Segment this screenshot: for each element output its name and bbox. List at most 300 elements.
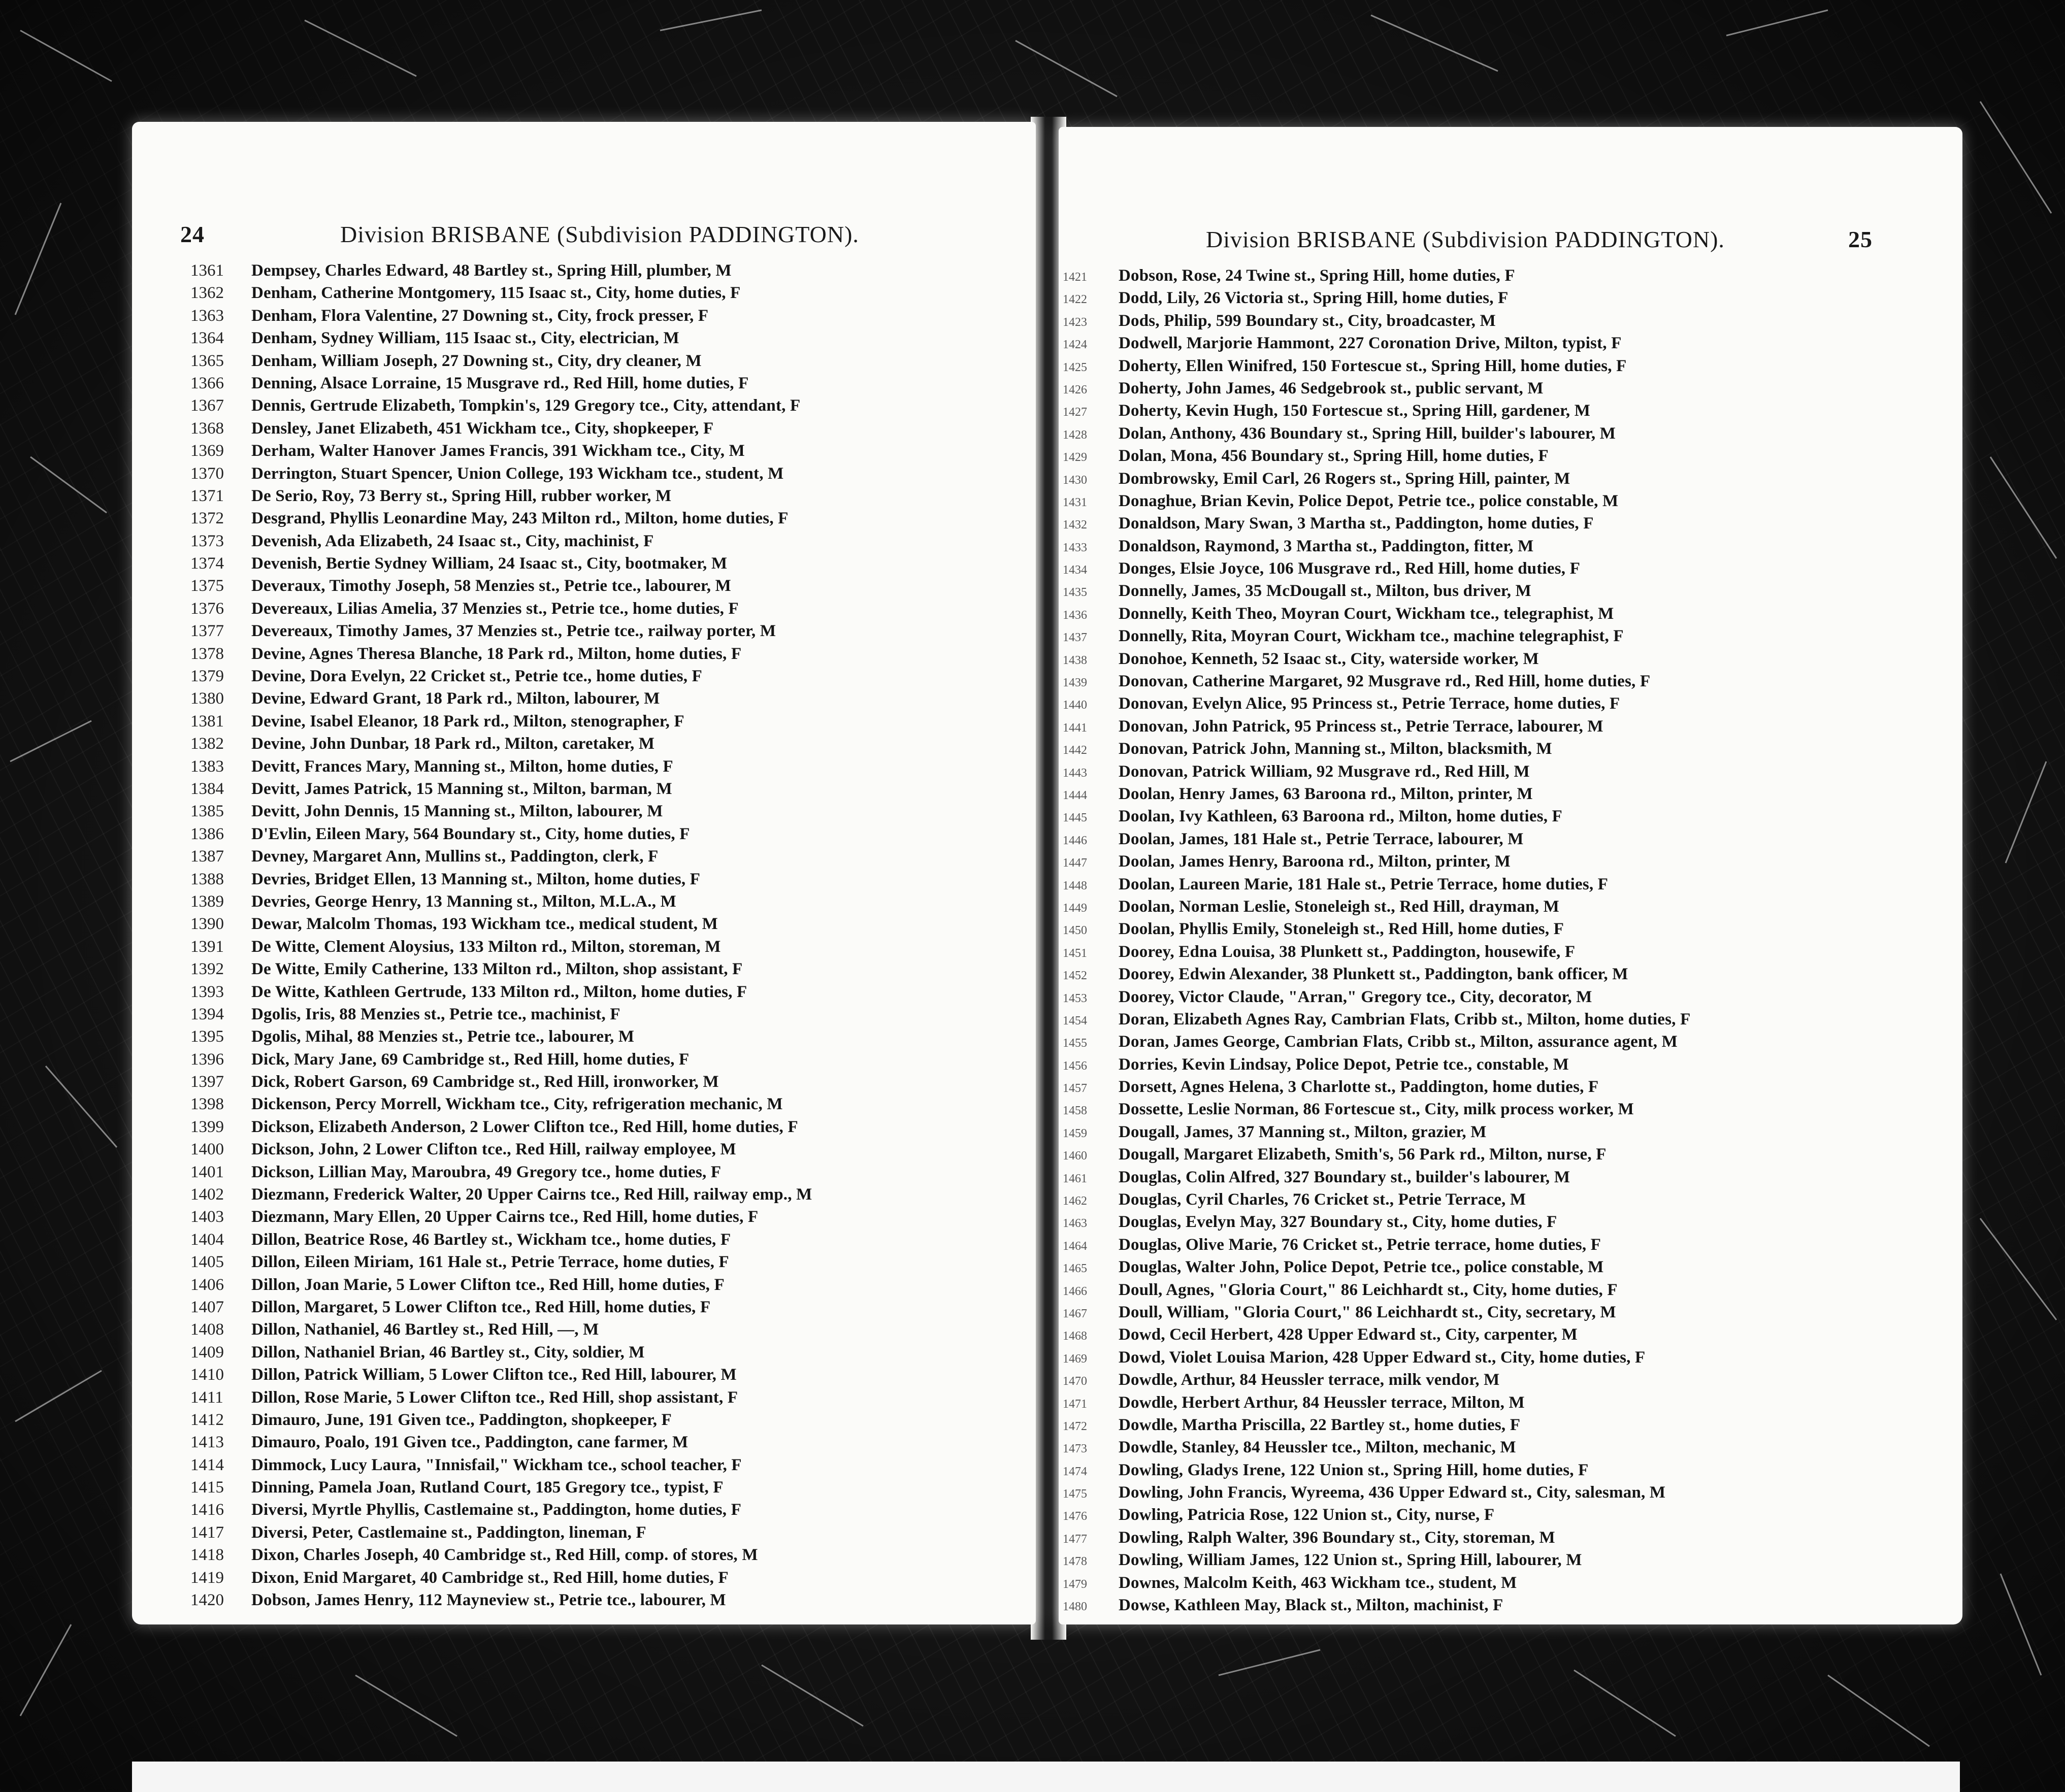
roll-entry [1059, 537, 1690, 559]
roll-entry [1059, 357, 1690, 379]
roll-entry [1059, 1258, 1690, 1280]
entry-number: 1380 [190, 689, 224, 708]
entry-number: 1411 [190, 1388, 223, 1407]
roll-entry [190, 802, 812, 824]
roll-entry [190, 1231, 812, 1253]
entry-text: Dgolis, Mihal, 88 Menzies st., Petrie tce., labourer, M [251, 1027, 635, 1046]
entry-text: Dillon, Patrick William, 5 Lower Clifton tce., Red Hill, labourer, M [251, 1366, 737, 1384]
entry-number: 1417 [190, 1523, 224, 1542]
entry-number: 1439 [1063, 676, 1087, 690]
roll-entry [190, 509, 812, 532]
entry-number: 1407 [190, 1298, 224, 1316]
roll-entry [1059, 424, 1690, 447]
entry-text: Douglas, Cyril Charles, 76 Cricket st., Petrie Terrace, M [1119, 1190, 1526, 1209]
entry-number: 1446 [1063, 834, 1087, 847]
entry-text: Devine, Agnes Theresa Blanche, 18 Park rd., Milton, home duties, F [251, 644, 742, 663]
roll-entry [1059, 1371, 1690, 1393]
roll-entry [190, 1050, 812, 1073]
roll-entry [190, 1546, 812, 1568]
roll-entry [190, 1523, 812, 1546]
entry-text: Dimauro, June, 191 Given tce., Paddington, shopkeeper, F [251, 1410, 672, 1429]
entry-text: Donaldson, Mary Swan, 3 Martha st., Paddington, home duties, F [1119, 514, 1594, 533]
roll-entry [1059, 627, 1690, 649]
entry-text: Dougall, James, 37 Manning st., Milton, grazier, M [1119, 1122, 1487, 1141]
entry-text: Dowling, Ralph Walter, 396 Boundary st., City, storeman, M [1119, 1528, 1555, 1547]
roll-entry [190, 1388, 812, 1411]
entry-text: Dixon, Charles Joseph, 40 Cambridge st., Red Hill, comp. of stores, M [251, 1546, 758, 1565]
roll-entry [190, 1478, 812, 1501]
roll-entry [190, 487, 812, 509]
entry-text: Donges, Elsie Joyce, 106 Musgrave rd., Red Hill, home duties, F [1119, 559, 1581, 578]
entry-number: 1370 [190, 464, 224, 483]
roll-entry [1059, 1551, 1690, 1573]
roll-entry [1059, 807, 1690, 829]
electoral-roll-list [1059, 267, 1690, 1618]
entry-number: 1424 [1063, 338, 1087, 352]
entry-number: 1432 [1063, 518, 1087, 532]
roll-entry [1059, 1281, 1690, 1303]
roll-entry [1059, 267, 1690, 289]
entry-text: Dillon, Nathaniel Brian, 46 Bartley st., City, soldier, M [251, 1343, 645, 1362]
roll-entry [190, 1073, 812, 1095]
entry-number: 1412 [190, 1410, 224, 1429]
entry-text: Doull, Agnes, "Gloria Court," 86 Leichhardt st., City, home duties, F [1119, 1280, 1618, 1299]
entry-number: 1416 [190, 1501, 224, 1519]
roll-entry [190, 1163, 812, 1185]
entry-text: Devries, George Henry, 13 Manning st., Milton, M.L.A., M [251, 892, 677, 911]
roll-entry [190, 622, 812, 644]
roll-entry [1059, 1461, 1690, 1483]
roll-entry [1059, 1033, 1690, 1055]
entry-number: 1442 [1063, 744, 1087, 757]
entry-text: Denham, Catherine Montgomery, 115 Isaac st., City, home duties, F [251, 284, 741, 303]
entry-text: De Witte, Kathleen Gertrude, 133 Milton rd., Milton, home duties, F [251, 982, 747, 1001]
entry-text: Devereaux, Timothy James, 37 Menzies st., Petrie tce., railway porter, M [251, 622, 776, 641]
roll-entry [1059, 1123, 1690, 1145]
entry-number: 1466 [1063, 1284, 1087, 1298]
entry-text: Denham, Flora Valentine, 27 Downing st., City, frock presser, F [251, 306, 709, 325]
roll-entry [1059, 1393, 1690, 1416]
entry-text: Dodwell, Marjorie Hammont, 227 Coronation Drive, Milton, typist, F [1119, 334, 1622, 353]
entry-number: 1386 [190, 824, 224, 843]
entry-number: 1418 [190, 1546, 224, 1565]
entry-number: 1397 [190, 1073, 224, 1091]
roll-entry [1059, 1574, 1690, 1596]
entry-text: Devenish, Ada Elizabeth, 24 Isaac st., City, machinist, F [251, 532, 654, 550]
entry-text: Dempsey, Charles Edward, 48 Bartley st., Spring Hill, plumber, M [251, 261, 732, 280]
entry-number: 1458 [1063, 1104, 1087, 1118]
roll-entry [190, 847, 812, 870]
roll-entry [1059, 289, 1690, 311]
entry-text: Doolan, Laureen Marie, 181 Hale st., Petrie Terrace, home duties, F [1119, 875, 1609, 893]
entry-text: Douglas, Olive Marie, 76 Cricket st., Petrie terrace, home duties, F [1119, 1235, 1601, 1254]
entry-number: 1438 [1063, 653, 1087, 667]
electoral-roll-list [190, 261, 812, 1613]
roll-entry [1059, 605, 1690, 627]
roll-entry [190, 1411, 812, 1433]
entry-number: 1414 [190, 1455, 224, 1474]
entry-number: 1454 [1063, 1014, 1087, 1027]
entry-text: Dowdle, Herbert Arthur, 84 Heussler terrace, Milton, M [1119, 1393, 1525, 1412]
entry-text: Diezmann, Frederick Walter, 20 Upper Cairns tce., Red Hill, railway emp., M [251, 1185, 812, 1204]
entry-number: 1413 [190, 1433, 224, 1452]
entry-number: 1462 [1063, 1194, 1087, 1208]
roll-entry [1059, 492, 1690, 514]
entry-number: 1477 [1063, 1532, 1087, 1546]
entry-number: 1406 [190, 1275, 224, 1294]
page-edge-strip [132, 1762, 1960, 1792]
roll-entry [1059, 694, 1690, 717]
entry-text: Devitt, James Patrick, 15 Manning st., Milton, barman, M [251, 779, 672, 798]
entry-number: 1399 [190, 1117, 224, 1136]
entry-text: Dickson, Lillian May, Maroubra, 49 Gregory tce., home duties, F [251, 1163, 722, 1181]
roll-entry [190, 396, 812, 419]
entry-number: 1465 [1063, 1262, 1087, 1276]
entry-number: 1383 [190, 757, 224, 776]
roll-entry [190, 329, 812, 351]
entry-text: Dowdle, Stanley, 84 Heussler tce., Milton, mechanic, M [1119, 1438, 1516, 1457]
roll-entry [1059, 312, 1690, 334]
entry-text: Donnelly, Rita, Moyran Court, Wickham tce., machine telegraphist, F [1119, 627, 1624, 646]
entry-number: 1372 [190, 509, 224, 528]
entry-number: 1469 [1063, 1352, 1087, 1366]
roll-entry [1059, 965, 1690, 987]
roll-entry [1059, 650, 1690, 672]
roll-entry [1059, 1325, 1690, 1348]
roll-entry [1059, 740, 1690, 762]
entry-number: 1463 [1063, 1217, 1087, 1231]
roll-entry [190, 892, 812, 915]
entry-number: 1389 [190, 892, 224, 911]
entry-text: De Witte, Emily Catherine, 133 Milton rd., Milton, shop assistant, F [251, 960, 743, 979]
entry-text: Diversi, Peter, Castlemaine st., Paddington, lineman, F [251, 1523, 646, 1542]
entry-number: 1434 [1063, 563, 1087, 577]
entry-text: Dillon, Eileen Miriam, 161 Hale st., Petrie Terrace, home duties, F [251, 1253, 729, 1272]
roll-entry [190, 1027, 812, 1050]
entry-text: Deveraux, Timothy Joseph, 58 Menzies st., Petrie tce., labourer, M [251, 577, 731, 595]
entry-text: Donovan, Patrick William, 92 Musgrave rd., Red Hill, M [1119, 762, 1530, 781]
entry-text: Doherty, Kevin Hugh, 150 Fortescue st., Spring Hill, gardener, M [1119, 402, 1591, 420]
roll-entry [1059, 1483, 1690, 1506]
roll-entry [190, 1276, 812, 1298]
entry-text: Doolan, Norman Leslie, Stoneleigh st., Red Hill, drayman, M [1119, 897, 1559, 916]
roll-entry [1059, 898, 1690, 920]
entry-number: 1396 [190, 1050, 224, 1069]
roll-entry [190, 667, 812, 689]
entry-number: 1457 [1063, 1082, 1087, 1096]
entry-text: Douglas, Evelyn May, 327 Boundary st., City, home duties, F [1119, 1213, 1557, 1232]
entry-number: 1440 [1063, 699, 1087, 712]
page-number: 24 [180, 221, 205, 247]
entry-text: Devries, Bridget Ellen, 13 Manning st., Milton, home duties, F [251, 870, 701, 888]
page-number: 25 [1848, 226, 1873, 252]
entry-number: 1437 [1063, 631, 1087, 645]
roll-entry [190, 735, 812, 757]
entry-number: 1369 [190, 442, 224, 460]
entry-text: Dgolis, Iris, 88 Menzies st., Petrie tce., machinist, F [251, 1005, 620, 1023]
entry-number: 1475 [1063, 1487, 1087, 1501]
entry-text: Douglas, Colin Alfred, 327 Boundary st., builder's labourer, M [1119, 1168, 1570, 1186]
entry-text: Devine, Edward Grant, 18 Park rd., Milton, labourer, M [251, 689, 660, 708]
entry-number: 1427 [1063, 406, 1087, 419]
roll-entry [1059, 672, 1690, 694]
roll-entry [1059, 1303, 1690, 1325]
entry-number: 1435 [1063, 586, 1087, 600]
entry-text: Denham, William Joseph, 27 Downing st., City, dry cleaner, M [251, 351, 702, 370]
entry-number: 1455 [1063, 1037, 1087, 1050]
entry-text: Dimmock, Lucy Laura, "Innisfail," Wickham tce., school teacher, F [251, 1455, 742, 1474]
roll-entry [1059, 447, 1690, 469]
roll-entry [1059, 852, 1690, 875]
entry-text: Denham, Sydney William, 115 Isaac st., City, electrician, M [251, 329, 679, 348]
entry-number: 1420 [190, 1591, 224, 1610]
entry-text: Dolan, Anthony, 436 Boundary st., Spring Hill, builder's labourer, M [1119, 424, 1616, 443]
roll-entry [1059, 1438, 1690, 1461]
entry-text: Derham, Walter Hanover James Francis, 391 Wickham tce., City, M [251, 442, 745, 460]
entry-text: Doolan, Henry James, 63 Baroona rd., Milton, printer, M [1119, 784, 1533, 803]
roll-entry [190, 870, 812, 892]
roll-entry [190, 1118, 812, 1140]
entry-text: Devine, Isabel Eleanor, 18 Park rd., Milton, stenographer, F [251, 712, 684, 731]
entry-number: 1464 [1063, 1239, 1087, 1253]
entry-text: Devine, Dora Evelyn, 22 Cricket st., Petrie tce., home duties, F [251, 667, 703, 686]
entry-number: 1368 [190, 419, 224, 438]
entry-number: 1471 [1063, 1397, 1087, 1411]
entry-text: Doorey, Edna Louisa, 38 Plunkett st., Paddington, housewife, F [1119, 942, 1576, 961]
entry-text: Dowling, Gladys Irene, 122 Union st., Spring Hill, home duties, F [1119, 1461, 1589, 1479]
entry-text: Dowling, Patricia Rose, 122 Union st., City, nurse, F [1119, 1506, 1495, 1524]
entry-text: Diversi, Myrtle Phyllis, Castlemaine st., Paddington, home duties, F [251, 1501, 742, 1519]
roll-entry [1059, 1010, 1690, 1033]
entry-number: 1468 [1063, 1330, 1087, 1343]
roll-entry [190, 780, 812, 802]
entry-text: Doolan, Ivy Kathleen, 63 Baroona rd., Milton, home duties, F [1119, 807, 1563, 826]
entry-number: 1365 [190, 351, 224, 370]
entry-number: 1378 [190, 644, 224, 663]
roll-entry [1059, 379, 1690, 402]
entry-number: 1361 [190, 261, 224, 280]
roll-entry [190, 1253, 812, 1275]
entry-text: Dickson, Elizabeth Anderson, 2 Lower Clifton tce., Red Hill, home duties, F [251, 1117, 798, 1136]
entry-number: 1364 [190, 329, 224, 348]
roll-entry [190, 352, 812, 374]
entry-text: Devitt, John Dennis, 15 Manning st., Milton, labourer, M [251, 802, 663, 821]
entry-number: 1425 [1063, 360, 1087, 374]
entry-number: 1410 [190, 1366, 224, 1384]
entry-text: Dowdle, Arthur, 84 Heussler terrace, milk vendor, M [1119, 1371, 1500, 1389]
entry-text: Dillon, Joan Marie, 5 Lower Clifton tce., Red Hill, home duties, F [251, 1275, 725, 1294]
roll-entry [190, 983, 812, 1005]
entry-number: 1472 [1063, 1419, 1087, 1433]
roll-entry [1059, 1596, 1690, 1618]
entry-text: Donohoe, Kenneth, 52 Isaac st., City, waterside worker, M [1119, 649, 1539, 668]
entry-number: 1388 [190, 870, 224, 888]
entry-number: 1449 [1063, 901, 1087, 915]
roll-entry [190, 645, 812, 667]
left-page [132, 122, 1036, 1624]
entry-text: Donnelly, James, 35 McDougall st., Milton, bus driver, M [1119, 582, 1531, 601]
entry-text: Dixon, Enid Margaret, 40 Cambridge st., Red Hill, home duties, F [251, 1568, 729, 1587]
entry-number: 1381 [190, 712, 224, 731]
roll-entry [190, 1185, 812, 1208]
entry-text: Doolan, James, 181 Hale st., Petrie Terrace, labourer, M [1119, 829, 1524, 848]
roll-entry [1059, 785, 1690, 807]
entry-number: 1363 [190, 306, 224, 325]
roll-entry [1059, 1529, 1690, 1551]
entry-number: 1392 [190, 960, 224, 979]
entry-number: 1452 [1063, 969, 1087, 983]
roll-entry [190, 1320, 812, 1343]
entry-number: 1375 [190, 577, 224, 595]
roll-entry [190, 1569, 812, 1591]
entry-text: Donovan, John Patrick, 95 Princess st., Petrie Terrace, labourer, M [1119, 717, 1603, 736]
roll-entry [1059, 514, 1690, 537]
entry-text: Dowling, John Francis, Wyreema, 436 Upper Edward st., City, salesman, M [1119, 1483, 1666, 1502]
entry-number: 1456 [1063, 1059, 1087, 1073]
entry-text: Donaghue, Brian Kevin, Police Depot, Petrie tce., police constable, M [1119, 491, 1619, 510]
roll-entry [190, 960, 812, 982]
entry-text: Douglas, Walter John, Police Depot, Petrie tce., police constable, M [1119, 1258, 1604, 1277]
roll-entry [1059, 1145, 1690, 1168]
entry-text: Dorries, Kevin Lindsay, Police Depot, Petrie tce., constable, M [1119, 1055, 1569, 1074]
roll-entry [190, 1456, 812, 1478]
roll-entry [190, 600, 812, 622]
entry-number: 1400 [190, 1140, 224, 1159]
entry-text: Dobson, James Henry, 112 Mayneview st., Petrie tce., labourer, M [251, 1591, 726, 1610]
roll-entry [190, 442, 812, 464]
entry-number: 1402 [190, 1185, 224, 1204]
entry-text: Donovan, Catherine Margaret, 92 Musgrave rd., Red Hill, home duties, F [1119, 672, 1651, 691]
entry-number: 1470 [1063, 1375, 1087, 1388]
roll-entry [190, 307, 812, 329]
entry-number: 1451 [1063, 946, 1087, 960]
roll-entry [1059, 402, 1690, 424]
entry-number: 1384 [190, 779, 224, 798]
roll-entry [1059, 582, 1690, 604]
roll-entry [190, 1591, 812, 1613]
entry-number: 1448 [1063, 879, 1087, 892]
entry-number: 1426 [1063, 383, 1087, 396]
entry-number: 1395 [190, 1027, 224, 1046]
entry-number: 1415 [190, 1478, 224, 1497]
roll-entry [190, 1095, 812, 1117]
entry-text: Downes, Malcolm Keith, 463 Wickham tce., student, M [1119, 1573, 1517, 1592]
roll-entry [1059, 717, 1690, 740]
entry-number: 1379 [190, 667, 224, 686]
entry-text: Dinning, Pamela Joan, Rutland Court, 185 Gregory tce., typist, F [251, 1478, 724, 1497]
entry-number: 1376 [190, 599, 224, 618]
roll-entry [190, 374, 812, 396]
entry-text: Dowdle, Martha Priscilla, 22 Bartley st., home duties, F [1119, 1415, 1521, 1434]
roll-entry [190, 1298, 812, 1320]
roll-entry [1059, 1168, 1690, 1190]
entry-text: Doorey, Victor Claude, "Arran," Gregory tce., City, decorator, M [1119, 987, 1592, 1006]
entry-number: 1433 [1063, 541, 1087, 554]
roll-entry [1059, 1055, 1690, 1078]
roll-entry [190, 554, 812, 577]
roll-entry [1059, 1348, 1690, 1371]
roll-entry [190, 532, 812, 554]
entry-text: Dimauro, Poalo, 191 Given tce., Paddington, cane farmer, M [251, 1433, 689, 1452]
entry-number: 1419 [190, 1568, 224, 1587]
entry-text: Dickenson, Percy Morrell, Wickham tce., City, refrigeration mechanic, M [251, 1095, 783, 1114]
entry-text: Derrington, Stuart Spencer, Union College, 193 Wickham tce., student, M [251, 464, 784, 483]
entry-number: 1444 [1063, 788, 1087, 802]
roll-entry [190, 1140, 812, 1163]
entry-text: Doorey, Edwin Alexander, 38 Plunkett st., Paddington, bank officer, M [1119, 965, 1628, 984]
entry-text: Devenish, Bertie Sydney William, 24 Isaac st., City, bootmaker, M [251, 554, 728, 573]
entry-number: 1476 [1063, 1510, 1087, 1523]
entry-text: Dennis, Gertrude Elizabeth, Tompkin's, 129 Gregory tce., City, attendant, F [251, 396, 801, 415]
entry-number: 1401 [190, 1163, 224, 1181]
entry-number: 1443 [1063, 766, 1087, 780]
roll-entry [190, 825, 812, 847]
entry-number: 1390 [190, 915, 224, 934]
roll-entry [190, 938, 812, 960]
roll-entry [190, 1343, 812, 1366]
entry-number: 1382 [190, 735, 224, 753]
roll-entry [1059, 334, 1690, 356]
roll-entry [1059, 762, 1690, 785]
entry-text: Dods, Philip, 599 Boundary st., City, broadcaster, M [1119, 311, 1496, 330]
entry-number: 1422 [1063, 293, 1087, 307]
entry-number: 1429 [1063, 451, 1087, 464]
entry-text: Dossette, Leslie Norman, 86 Fortescue st., City, milk process worker, M [1119, 1100, 1634, 1119]
roll-entry [1059, 943, 1690, 965]
roll-entry [1059, 559, 1690, 582]
entry-number: 1408 [190, 1320, 224, 1339]
roll-entry [190, 1366, 812, 1388]
entry-text: Donnelly, Keith Theo, Moyran Court, Wickham tce., telegraphist, M [1119, 604, 1614, 623]
entry-text: Dowd, Violet Louisa Marion, 428 Upper Edward st., City, home duties, F [1119, 1348, 1646, 1367]
roll-entry [190, 419, 812, 442]
roll-entry [1059, 470, 1690, 492]
entry-number: 1421 [1063, 271, 1087, 284]
entry-text: Dolan, Mona, 456 Boundary st., Spring Hill, home duties, F [1119, 447, 1549, 466]
entry-text: Devereaux, Lilias Amelia, 37 Menzies st., Petrie tce., home duties, F [251, 599, 739, 618]
entry-number: 1371 [190, 486, 224, 505]
roll-entry [190, 261, 812, 284]
right-page [1059, 127, 1962, 1624]
entry-text: Doran, Elizabeth Agnes Ray, Cambrian Flats, Cribb st., Milton, home duties, F [1119, 1010, 1691, 1028]
roll-entry [1059, 920, 1690, 942]
roll-entry [190, 712, 812, 735]
entry-number: 1409 [190, 1343, 224, 1362]
entry-number: 1387 [190, 847, 224, 866]
roll-entry [190, 577, 812, 599]
roll-entry [1059, 1506, 1690, 1528]
entry-text: Denning, Alsace Lorraine, 15 Musgrave rd., Red Hill, home duties, F [251, 374, 749, 392]
entry-text: Densley, Janet Elizabeth, 451 Wickham tce., City, shopkeeper, F [251, 419, 714, 438]
entry-number: 1480 [1063, 1600, 1087, 1614]
entry-text: Devitt, Frances Mary, Manning st., Milton, home duties, F [251, 757, 673, 776]
roll-entry [1059, 1190, 1690, 1213]
entry-number: 1460 [1063, 1149, 1087, 1163]
roll-entry [1059, 1236, 1690, 1258]
entry-number: 1362 [190, 284, 224, 303]
entry-text: Dowd, Cecil Herbert, 428 Upper Edward st., City, carpenter, M [1119, 1325, 1578, 1344]
entry-number: 1473 [1063, 1442, 1087, 1456]
entry-text: Dickson, John, 2 Lower Clifton tce., Red Hill, railway employee, M [251, 1140, 736, 1159]
entry-text: Donaldson, Raymond, 3 Martha st., Paddington, fitter, M [1119, 537, 1534, 555]
entry-text: Dick, Robert Garson, 69 Cambridge st., Red Hill, ironworker, M [251, 1073, 719, 1091]
entry-number: 1479 [1063, 1577, 1087, 1591]
entry-number: 1478 [1063, 1555, 1087, 1569]
entry-number: 1403 [190, 1208, 224, 1226]
entry-number: 1393 [190, 982, 224, 1001]
roll-entry [1059, 1100, 1690, 1122]
entry-text: Devney, Margaret Ann, Mullins st., Paddington, clerk, F [251, 847, 659, 866]
